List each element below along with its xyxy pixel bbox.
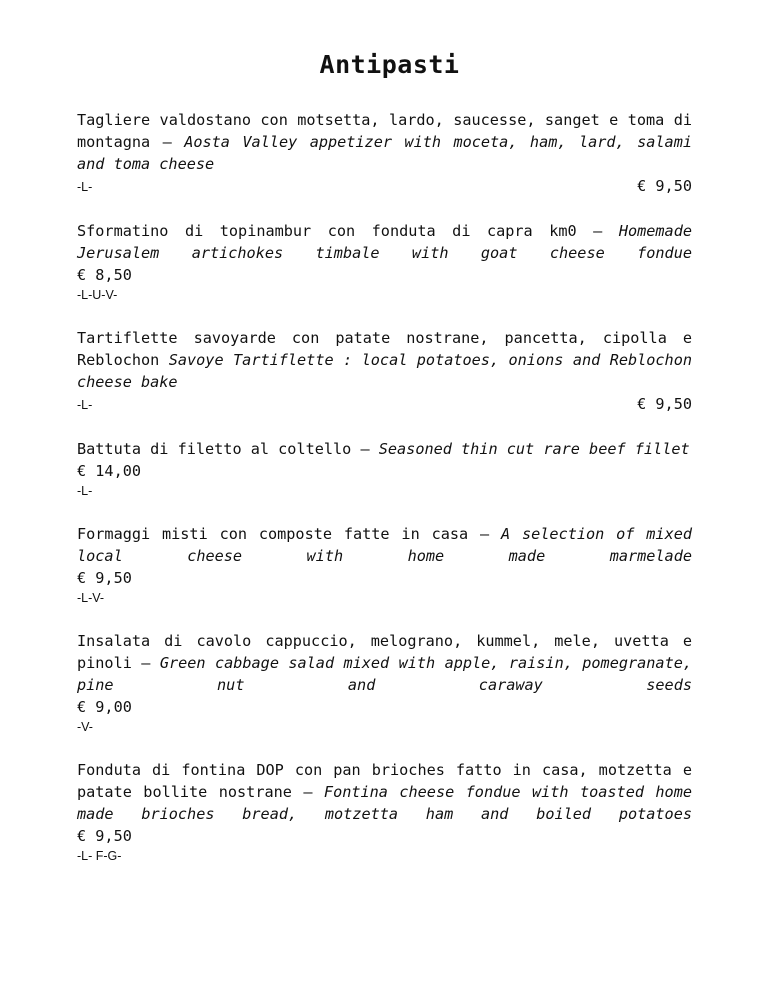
item-footer <box>77 175 692 197</box>
item-name-it: Fonduta di fontina DOP con pan brioches fatto in casa, motzetta e patate bollite nostrane – <box>77 761 692 801</box>
item-description <box>77 220 692 264</box>
item-price: € 9,50 <box>77 569 132 587</box>
item-name-en: Fontina cheese fondue with toasted home made brioches bread, motzetta ham and boiled potatoes <box>77 783 692 823</box>
section-title: Antipasti <box>319 50 460 79</box>
item-price: € 9,00 <box>77 698 132 716</box>
item-price: € 14,00 <box>77 462 142 480</box>
item-footer <box>77 393 692 415</box>
item-description <box>77 327 692 393</box>
menu-item <box>77 759 692 865</box>
item-description <box>77 438 692 460</box>
menu-item <box>77 327 692 415</box>
item-description <box>77 109 692 175</box>
item-name-en: Savoye Tartiflette : local potatoes, onions and Reblochon cheese bake <box>77 351 692 391</box>
item-name-it: Formaggi misti con composte fatte in casa – <box>77 525 501 543</box>
item-price: € 8,50 <box>77 266 132 284</box>
item-name-it: Insalata di cavolo cappuccio, melograno, kummel, mele, uvetta e pinoli – <box>77 632 692 672</box>
item-name-en: Seasoned thin cut rare beef fillet <box>378 440 690 458</box>
item-description <box>77 759 692 825</box>
item-tags: -L- <box>77 398 93 412</box>
item-tags: -L- <box>77 484 93 498</box>
menu-item <box>77 109 692 197</box>
item-name-it: Tagliere valdostano con motsetta, lardo, saucesse, sanget e toma di montagna – <box>77 111 692 151</box>
item-name-en: Green cabbage salad mixed with apple, raisin, pomegranate, pine nut and caraway seeds <box>77 654 692 694</box>
item-price: € 9,50 <box>637 395 692 413</box>
menu-item <box>77 523 692 607</box>
item-tags: -L- <box>77 180 93 194</box>
item-price: € 9,50 <box>637 177 692 195</box>
item-name-it: Battuta di filetto al coltello – <box>77 440 379 458</box>
item-name-en: Homemade Jerusalem artichokes timbale with goat cheese fondue <box>77 222 692 262</box>
item-price: € 9,50 <box>77 827 132 845</box>
item-name-it: Tartiflette savoyarde con patate nostrane, pancetta, cipolla e Reblochon <box>77 329 692 369</box>
item-description <box>77 523 692 567</box>
item-tags: -L-V- <box>77 591 105 605</box>
item-tags: -L-U-V- <box>77 288 118 302</box>
item-description <box>77 630 692 696</box>
item-name-it: Sformatino di topinambur con fonduta di capra km0 – <box>77 222 619 240</box>
item-tags: -V- <box>77 720 93 734</box>
item-name-en: A selection of mixed local cheese with home made marmelade <box>77 525 692 565</box>
item-name-en: Aosta Valley appetizer with moceta, ham, lard, salami and toma cheese <box>77 133 692 173</box>
menu-page <box>77 50 692 888</box>
menu-item <box>77 220 692 304</box>
item-tags: -L- F-G- <box>77 849 122 863</box>
menu-item <box>77 438 692 500</box>
menu-item <box>77 630 692 736</box>
